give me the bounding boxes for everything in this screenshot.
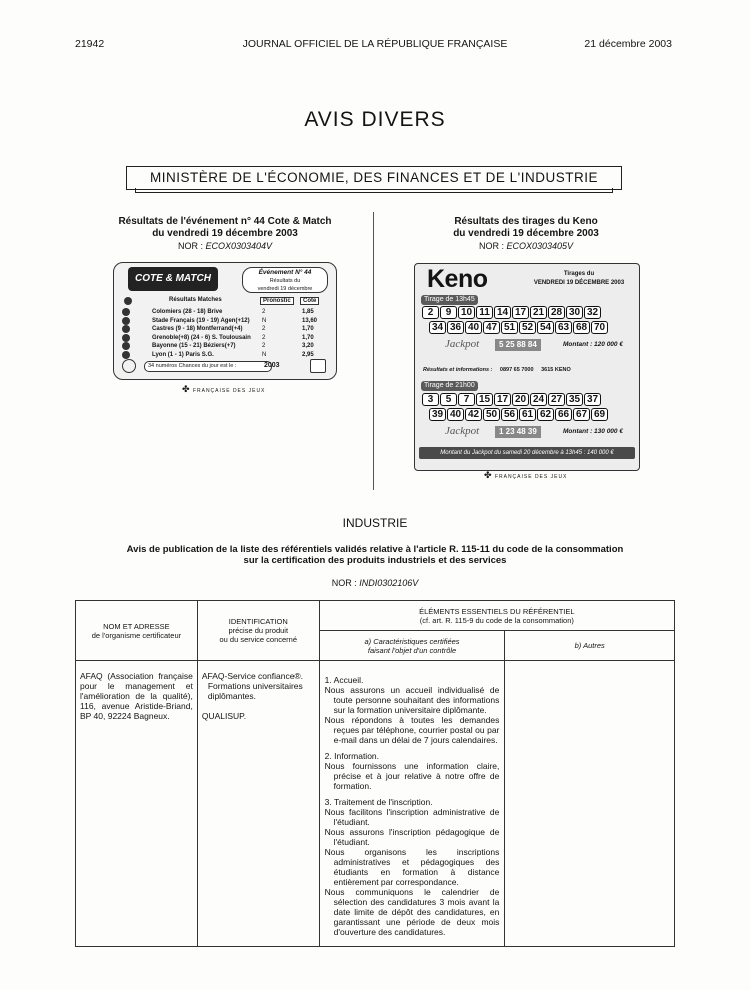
event-number: Événement N° 44 xyxy=(258,269,312,276)
keno-title xyxy=(386,216,666,240)
tirages-date: VENDREDI 19 DÉCEMBRE 2003 xyxy=(533,280,625,286)
match-cote: 1,85 xyxy=(302,309,314,315)
info-label: Résultats et informations : xyxy=(423,367,493,373)
keno-number: 35 xyxy=(566,393,583,406)
keno-number: 62 xyxy=(537,408,554,421)
ident-qualisup: QUALISUP. xyxy=(201,711,247,721)
fdj-label-right xyxy=(484,470,567,481)
cote-match-logo: COTE & MATCH xyxy=(128,267,218,291)
draw2-montant: Montant : 130 000 € xyxy=(563,428,623,435)
keno-number: 56 xyxy=(501,408,518,421)
ministry-name: MINISTÈRE DE L'ÉCONOMIE, DES FINANCES ET DE L'INDUSTRIE xyxy=(150,170,598,185)
industrie-title-line1: Avis de publication de la liste des référentiels validés relative à l'article R. 115-11 du code de la consommation xyxy=(126,544,624,555)
industrie-heading: INDUSTRIE xyxy=(342,516,408,530)
col-cote: Cote xyxy=(300,297,319,305)
ball-icon xyxy=(124,297,132,305)
ball-icon xyxy=(122,325,130,333)
event-box xyxy=(242,267,328,293)
nor-label: NOR : xyxy=(478,241,504,251)
match-row xyxy=(122,351,328,360)
ticket-header-row xyxy=(124,297,326,307)
match-prono: 2 xyxy=(262,309,266,315)
draw2-row2 xyxy=(429,408,608,421)
keno-number: 40 xyxy=(447,408,464,421)
event-results-label: Résultats du xyxy=(269,278,301,284)
match-cote: 13,60 xyxy=(302,317,318,324)
criterion-heading: 3. Traitement de l'inscription. xyxy=(324,797,433,807)
criterion-text: Nous communiquons le calendrier de sélection des candidatures 3 mois avant la date limite de dépôt des candidatures, en garantissant une période de deux mois d'ouverture des candidatures. xyxy=(324,887,500,937)
issue-date: 21 décembre 2003 xyxy=(584,38,672,50)
keno-number: 54 xyxy=(537,321,554,334)
keno-number: 32 xyxy=(584,306,601,319)
ball-icon xyxy=(122,334,130,342)
keno-number: 17 xyxy=(512,306,529,319)
criterion-text: Nous assurons un accueil individualisé de toute personne souhaitant des informations sur la formation universitaire diplômante. xyxy=(324,685,500,715)
clover-icon: ✤ xyxy=(484,470,493,480)
cote-match-title xyxy=(90,216,360,240)
nor-label: NOR : xyxy=(331,578,357,588)
page-number: 21942 xyxy=(75,38,105,50)
keno-number: 10 xyxy=(458,306,475,319)
keno-number: 3 xyxy=(422,393,439,406)
industrie-title-line2: sur la certification des produits industriels et des services xyxy=(243,555,507,566)
org-cell xyxy=(76,661,198,947)
keno-bottom-bar: Montant du Jackpot du samedi 20 décembre à 13h45 : 140 000 € xyxy=(419,447,635,459)
keno-number: 66 xyxy=(555,408,572,421)
barcode-icon xyxy=(310,359,326,373)
keno-number: 34 xyxy=(429,321,446,334)
nor-label: NOR : xyxy=(177,241,203,251)
table-row xyxy=(76,661,675,947)
keno-number: 9 xyxy=(440,306,457,319)
match-result: Castres (9 - 18) Montferrand(+4) xyxy=(152,326,243,332)
event-date: vendredi 19 décembre xyxy=(257,286,313,292)
keno-number: 50 xyxy=(483,408,500,421)
draw1-row2 xyxy=(429,321,608,334)
header-elements: ÉLÉMENTS ESSENTIELS DU RÉFÉRENTIEL (cf. art. R. 115-9 du code de la consommation) xyxy=(319,601,674,631)
draw1-row1 xyxy=(422,306,601,319)
keno-number: 67 xyxy=(573,408,590,421)
cote-match-ticket xyxy=(113,262,337,380)
ball-icon xyxy=(122,308,130,316)
keno-number: 15 xyxy=(476,393,493,406)
match-cote: 1,70 xyxy=(302,334,314,341)
fdj-text: FRANÇAISE DES JEUX xyxy=(192,388,266,394)
journal-title: JOURNAL OFFICIEL DE LA RÉPUBLIQUE FRANÇAISE xyxy=(242,38,508,50)
criterion-text: Nous fournissons une information claire, précise et à jour relative à notre offre de formation. xyxy=(324,761,500,791)
keno-number: 14 xyxy=(494,306,511,319)
criterion-text: Nous assurons l'inscription pédagogique de l'étudiant. xyxy=(324,827,500,847)
keno-number: 2 xyxy=(422,306,439,319)
match-prono: N xyxy=(262,317,267,324)
fdj-label-left xyxy=(182,384,265,395)
keno-number: 51 xyxy=(501,321,518,334)
col-matches: Résultats Matches xyxy=(169,297,222,303)
table-header-row xyxy=(76,601,675,631)
keno-number: 7 xyxy=(458,393,475,406)
ball-icon xyxy=(122,342,130,350)
fdj-circle-icon xyxy=(122,359,136,373)
ball-icon xyxy=(122,351,130,359)
keno-number: 20 xyxy=(512,393,529,406)
autres-cell xyxy=(505,661,675,947)
jackpot-word-1: Jackpot xyxy=(445,338,480,350)
keno-number: 37 xyxy=(584,393,601,406)
keno-number: 30 xyxy=(566,306,583,319)
ident-service: AFAQ-Service confiance®. xyxy=(201,671,304,681)
match-result: Stade Français (19 - 19) Agen(+12) xyxy=(152,317,250,324)
keno-number: 68 xyxy=(573,321,590,334)
header-nom: NOM ET ADRESSE de l'organisme certificateur xyxy=(76,601,198,661)
match-cote: 2,95 xyxy=(302,351,314,358)
keno-ticket xyxy=(414,263,640,471)
match-cote: 3,20 xyxy=(302,343,314,349)
keno-number: 70 xyxy=(591,321,608,334)
match-result: Grenoble(+8) (24 - 6) S. Toulousain xyxy=(152,334,251,341)
keno-nor xyxy=(386,241,666,251)
draw2-label: Tirage de 21h00 xyxy=(421,381,478,391)
header-a: a) Caractéristiques certifiées faisant l'objet d'un contrôle xyxy=(319,631,505,661)
keno-logo: Keno xyxy=(427,265,488,293)
chances-text: 34 numéros Chances du jour est le : xyxy=(148,363,237,369)
match-result: Lyon (1 - 1) Paris S.G. xyxy=(152,351,214,358)
cote-match-title-line1: Résultats de l'événement n° 44 Cote & Match xyxy=(118,216,332,227)
industrie-nor xyxy=(0,578,750,588)
info-phone: 0897 65 7000 xyxy=(499,367,534,373)
match-cote: 1,70 xyxy=(302,326,314,332)
jackpot-word-2: Jackpot xyxy=(445,425,480,437)
nor-value: ECOX0303405V xyxy=(506,241,574,251)
match-prono: 2 xyxy=(262,343,266,349)
keno-number: 61 xyxy=(519,408,536,421)
ident-formations: Formations universitaires diplômantes. xyxy=(207,681,303,701)
keno-number: 42 xyxy=(465,408,482,421)
criterion-heading: 1. Accueil. xyxy=(324,675,364,685)
keno-title-line2: du vendredi 19 décembre 2003 xyxy=(453,228,599,239)
keno-number: 11 xyxy=(476,306,493,319)
keno-number: 52 xyxy=(519,321,536,334)
info-minitel: 3615 KENO xyxy=(541,367,571,373)
criterion-text: Nous répondons à toutes les demandes reçues par téléphone, courrier postal ou par e-mail dans un délai de 7 jours calendaires. xyxy=(324,715,500,745)
header-ident: IDENTIFICATION précise du produit ou du service concerné xyxy=(197,601,319,661)
draw1-jackpot: 5 25 88 84 xyxy=(495,339,541,351)
match-result: Colomiers (28 - 18) Brive xyxy=(152,309,223,315)
keno-number: 39 xyxy=(429,408,446,421)
keno-number: 24 xyxy=(530,393,547,406)
org-text: AFAQ (Association française pour le management et l'amélioration de la qualité), 116, avenue Aristide-Briand, BP 40, 92224 Bagneux. xyxy=(80,671,193,721)
keno-info xyxy=(423,363,633,377)
draw2-jackpot: 1 23 48 39 xyxy=(495,426,541,438)
criterion-heading: 2. Information. xyxy=(324,751,380,761)
draw1-montant: Montant : 120 000 € xyxy=(563,341,623,348)
keno-tirages xyxy=(523,270,635,288)
match-prono: 2 xyxy=(262,334,266,341)
criteria-cell xyxy=(319,661,505,947)
nor-value: ECOX0303404V xyxy=(205,241,273,251)
ident-cell xyxy=(197,661,319,947)
ministry-box xyxy=(126,166,622,190)
keno-number: 17 xyxy=(494,393,511,406)
keno-number: 28 xyxy=(548,306,565,319)
draw2-row1 xyxy=(422,393,601,406)
industrie-title xyxy=(60,544,690,566)
chances-box xyxy=(144,361,272,372)
column-divider xyxy=(373,212,374,490)
header-b: b) Autres xyxy=(505,631,675,661)
keno-number: 21 xyxy=(530,306,547,319)
cote-match-nor xyxy=(90,241,360,251)
referentiels-table xyxy=(75,600,675,947)
keno-title-line1: Résultats des tirages du Keno xyxy=(454,216,598,227)
footer-year: 2003 xyxy=(264,362,280,369)
draw1-label: Tirage de 13h45 xyxy=(421,295,478,305)
clover-icon: ✤ xyxy=(182,384,191,394)
criterion-text: Nous organisons les inscriptions administratives et pédagogiques des étudiants en formation à distance entièrement par correspondance. xyxy=(324,847,500,887)
col-prono: Pronostic xyxy=(260,297,294,305)
criteria-list xyxy=(325,675,500,937)
keno-number: 27 xyxy=(548,393,565,406)
nor-value: INDI0302106V xyxy=(359,578,419,588)
section-title: AVIS DIVERS xyxy=(304,108,446,131)
keno-number: 69 xyxy=(591,408,608,421)
keno-number: 5 xyxy=(440,393,457,406)
keno-number: 40 xyxy=(465,321,482,334)
ball-icon xyxy=(122,317,130,325)
keno-number: 36 xyxy=(447,321,464,334)
match-prono: 2 xyxy=(262,326,266,332)
tirages-label: Tirages du xyxy=(563,271,595,277)
keno-number: 47 xyxy=(483,321,500,334)
fdj-text: FRANÇAISE DES JEUX xyxy=(494,474,568,480)
match-result: Bayonne (15 - 21) Béziers(+7) xyxy=(152,343,236,349)
match-prono: N xyxy=(262,351,267,358)
cote-match-title-line2: du vendredi 19 décembre 2003 xyxy=(152,228,298,239)
criterion-text: Nous facilitons l'inscription administrative de l'étudiant. xyxy=(324,807,500,827)
keno-number: 63 xyxy=(555,321,572,334)
